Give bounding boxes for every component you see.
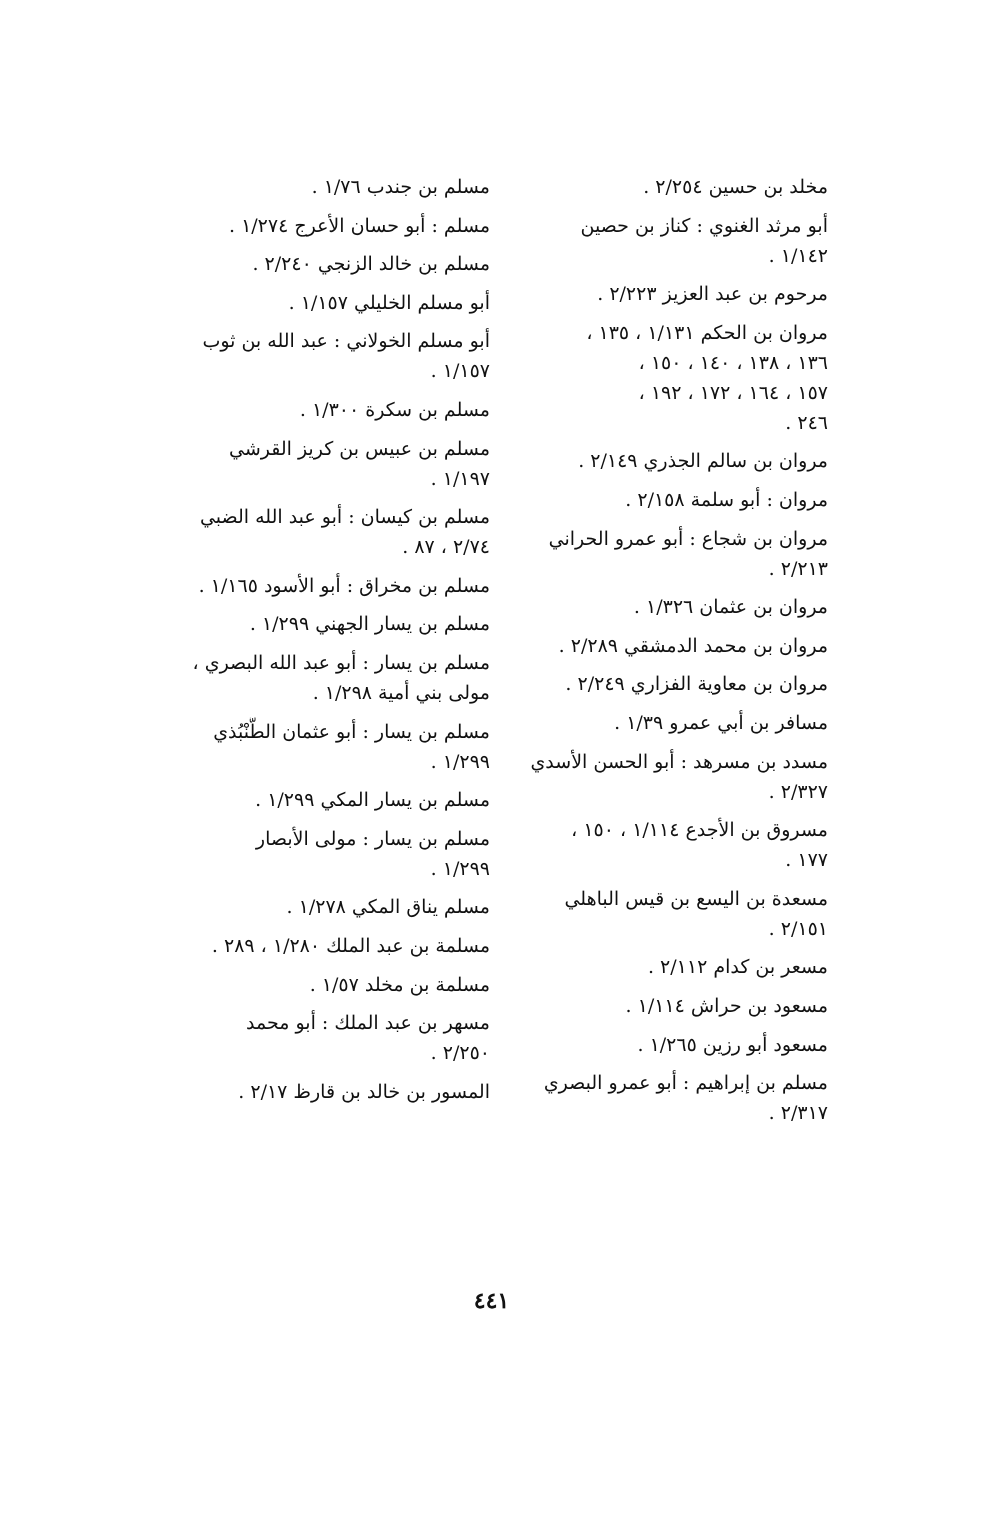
entry-line: مسعدة بن اليسع بن قيس الباهلي bbox=[564, 887, 828, 910]
index-entry bbox=[506, 446, 828, 476]
entry-line: مروان بن عثمان ١/٣٢٦ . bbox=[633, 596, 828, 619]
index-entry bbox=[168, 970, 490, 1000]
entry-line: مسلم بن كيسان : أبو عبد الله الضبي bbox=[199, 506, 490, 529]
index-entry bbox=[168, 249, 490, 279]
entry-line: ١٧٧ . bbox=[785, 849, 828, 872]
index-entry bbox=[168, 648, 490, 708]
entry-line: مولى بني أمية ١/٢٩٨ . bbox=[312, 681, 490, 704]
index-entry bbox=[168, 609, 490, 639]
entry-line: مسعود بن حراش ١/١١٤ . bbox=[625, 994, 828, 1017]
entry-line: أبو مسلم الخليلي ١/١٥٧ . bbox=[288, 291, 490, 314]
entry-line: مرحوم بن عبد العزيز ٢/٢٢٣ . bbox=[597, 283, 828, 306]
index-column-left bbox=[168, 172, 490, 1115]
entry-line: ٢/٢١٣ . bbox=[768, 557, 828, 580]
index-entry bbox=[168, 931, 490, 961]
index-entry bbox=[506, 279, 828, 309]
index-entry bbox=[506, 708, 828, 738]
index-entry bbox=[168, 326, 490, 386]
entry-line: ١٣٦ ، ١٣٨ ، ١٤٠ ، ١٥٠ ، bbox=[638, 351, 828, 374]
index-entry bbox=[506, 592, 828, 622]
index-entry bbox=[168, 571, 490, 601]
entry-line: مسلم بن يسار : أبو عثمان الطُّنْبُذي bbox=[213, 720, 490, 743]
entry-line: مسلم يناق المكي ١/٢٧٨ . bbox=[286, 896, 490, 919]
entry-line: مسدد بن مسرهد : أبو الحسن الأسدي bbox=[530, 750, 828, 773]
page-number: ٤٤١ bbox=[473, 1288, 510, 1314]
entry-line: مسافر بن أبي عمرو ١/٣٩ . bbox=[614, 711, 828, 734]
entry-line: ٢٤٦ . bbox=[785, 411, 828, 434]
index-entry bbox=[168, 1008, 490, 1068]
index-entry bbox=[506, 952, 828, 982]
entry-line: أبو مسلم الخولاني : عبد الله بن ثوب bbox=[202, 330, 490, 353]
entry-line: ٢/٧٤ ، ٨٧ . bbox=[402, 536, 490, 559]
entry-line: ١/٢٩٩ . bbox=[430, 750, 490, 773]
entry-line: مروان بن سالم الجذري ٢/١٤٩ . bbox=[578, 450, 828, 473]
entry-line: مسلم بن إبراهيم : أبو عمرو البصري bbox=[543, 1072, 828, 1095]
entry-line: مسروق بن الأجدع ١/١١٤ ، ١٥٠ ، bbox=[571, 819, 828, 842]
entry-line: ١/١٩٧ . bbox=[430, 467, 490, 490]
entry-line: مسلم بن يسار : مولى الأبصار bbox=[255, 827, 490, 850]
entry-line: ٢/٣١٧ . bbox=[768, 1102, 828, 1125]
entry-line: مسلمة بن مخلد ١/٥٧ . bbox=[309, 973, 490, 996]
entry-line: ١/٢٩٩ . bbox=[430, 857, 490, 880]
entry-line: أبو مرثد الغنوي : كناز بن حصين bbox=[580, 214, 828, 237]
index-entry bbox=[168, 502, 490, 562]
entry-line: مسعود أبو رزين ١/٢٦٥ . bbox=[637, 1033, 828, 1056]
index-entry bbox=[168, 434, 490, 494]
entry-line: مروان بن محمد الدمشقي ٢/٢٨٩ . bbox=[558, 634, 828, 657]
index-entry bbox=[168, 1077, 490, 1107]
index-entry bbox=[506, 631, 828, 661]
index-entry bbox=[168, 211, 490, 241]
index-entry bbox=[168, 395, 490, 425]
index-entry bbox=[168, 785, 490, 815]
index-entry bbox=[506, 1068, 828, 1128]
entry-line: مسلم بن عبيس بن كريز القرشي bbox=[228, 437, 490, 460]
index-column-right bbox=[506, 172, 828, 1137]
index-entry bbox=[506, 485, 828, 515]
entry-line: مخلد بن حسين ٢/٢٥٤ . bbox=[643, 176, 828, 198]
index-entry bbox=[506, 211, 828, 271]
index-entry bbox=[506, 669, 828, 699]
index-entry bbox=[168, 824, 490, 884]
entry-line: مسلم بن جندب ١/٧٦ . bbox=[311, 176, 490, 198]
entry-line: مسلم بن يسار : أبو عبد الله البصري ، bbox=[192, 651, 490, 674]
index-entry bbox=[168, 288, 490, 318]
entry-line: مسهر بن عبد الملك : أبو محمد bbox=[246, 1012, 490, 1035]
entry-line: ١/١٤٢ . bbox=[768, 244, 828, 267]
index-entry bbox=[506, 884, 828, 944]
entry-line: مروان بن الحكم ١/١٣١ ، ١٣٥ ، bbox=[586, 321, 828, 344]
index-entry bbox=[506, 318, 828, 438]
entry-line: ٢/٢٥٠ . bbox=[430, 1042, 490, 1065]
entry-line: ٢/٣٢٧ . bbox=[768, 780, 828, 803]
index-entry bbox=[506, 747, 828, 807]
entry-line: ١/١٥٧ . bbox=[430, 360, 490, 383]
entry-line: مسلمة بن عبد الملك ١/٢٨٠ ، ٢٨٩ . bbox=[211, 934, 490, 957]
index-entry bbox=[168, 892, 490, 922]
entry-line: ١٥٧ ، ١٦٤ ، ١٧٢ ، ١٩٢ ، bbox=[638, 381, 828, 404]
entry-line: مسلم بن سكرة ١/٣٠٠ . bbox=[299, 398, 490, 421]
index-entry bbox=[506, 172, 828, 202]
entry-line: مسعر بن كدام ٢/١١٢ . bbox=[647, 956, 828, 979]
entry-line: مروان بن شجاع : أبو عمرو الحراني bbox=[548, 527, 828, 550]
entry-line: مسلم : أبو حسان الأعرج ١/٢٧٤ . bbox=[228, 214, 490, 237]
entry-line: ٢/١٥١ . bbox=[768, 917, 828, 940]
entry-line: المسور بن خالد بن قارظ ٢/١٧ . bbox=[238, 1080, 490, 1103]
entry-line: مسلم بن خالد الزنجي ٢/٢٤٠ . bbox=[252, 253, 490, 276]
entry-line: مسلم بن يسار المكي ١/٢٩٩ . bbox=[255, 789, 490, 812]
index-entry bbox=[506, 524, 828, 584]
entry-line: مسلم بن يسار الجهني ١/٢٩٩ . bbox=[249, 613, 490, 636]
index-entry bbox=[506, 991, 828, 1021]
index-entry bbox=[168, 717, 490, 777]
entry-line: مروان : أبو سلمة ٢/١٥٨ . bbox=[625, 488, 828, 511]
index-entry bbox=[168, 172, 490, 202]
index-entry bbox=[506, 815, 828, 875]
entry-line: مروان بن معاوية الفزاري ٢/٢٤٩ . bbox=[565, 673, 828, 696]
index-entry bbox=[506, 1030, 828, 1060]
entry-line: مسلم بن مخراق : أبو الأسود ١/١٦٥ . bbox=[198, 574, 490, 597]
